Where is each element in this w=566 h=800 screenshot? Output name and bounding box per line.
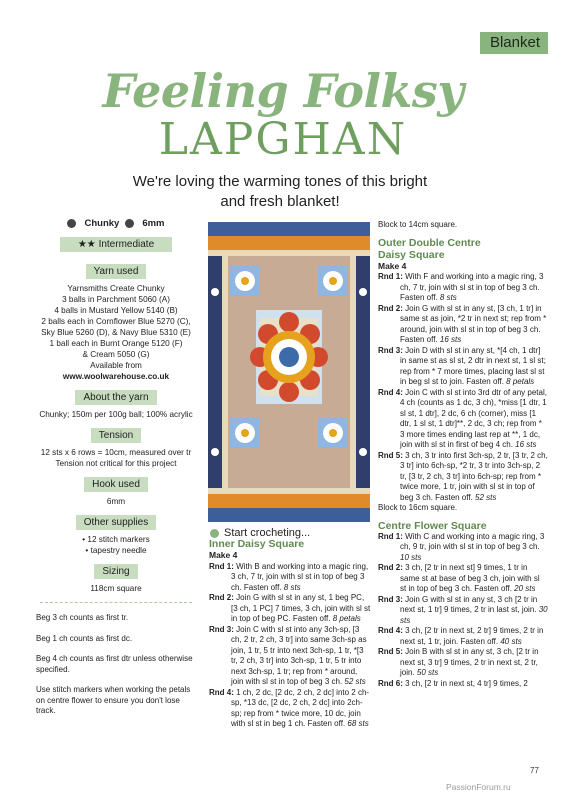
block-instruction: Block to 14cm square. — [378, 220, 458, 229]
star-icons: ★★ — [77, 239, 96, 250]
round-instruction: Rnd 4: Join C with sl st into 3rd dtr of any petal, 4 ch (counts as 1 dc, 3 ch), *miss [1 dtr, 1 sl st, 1 dtr], 2 dc, 6 ch (corner), miss [1 dtr, 1 sl st, 1 dtr]**, 2 dc, 3 ch; rep from * 3 more times ending last rep at **, 1 dc, join with sl st in first of beg 4 ch. 16 sts — [378, 387, 547, 449]
round-instruction: Rnd 3: Join C with sl st into any 3ch-sp, [3 ch, 2 tr, 2 ch, 3 tr] into same 3ch-sp as join, 1 tr, 5 tr into next 3ch-sp, 1 tr, *[3 tr, 2 ch, 3 tr] into 3ch-sp, 1 tr, 5 tr into next 3ch-sp, 1 tr; rep from * around, join with sl st in top of beg 3 ch. 52 sts — [209, 624, 367, 686]
skill-level: Intermediate — [98, 239, 155, 250]
inner-daisy-section — [209, 538, 371, 730]
tension-heading: Tension — [91, 428, 141, 443]
yarn-line: 4 balls in Mustard Yellow 5140 (B) — [54, 306, 178, 315]
supplier-link[interactable]: www.woolwarehouse.co.uk — [62, 372, 170, 381]
bullet-icon — [210, 529, 219, 538]
yarn-used-block — [36, 256, 196, 382]
hook-size: 6mm — [142, 218, 165, 229]
page-number: 77 — [530, 766, 539, 775]
block-instruction: Block to 16cm square. — [378, 503, 458, 512]
supply-item: • tapestry needle — [85, 546, 147, 555]
round-instruction: Rnd 1: With B and working into a magic ring, 3 ch, 7 tr, join with sl st in top of beg 3 ch. Fasten off. 8 sts — [209, 561, 369, 592]
yarn-line: Available from — [90, 361, 142, 370]
note: Beg 1 ch counts as first dc. — [36, 633, 133, 643]
start-heading: Start crocheting... — [224, 527, 311, 539]
note: Beg 4 ch counts as first dtr unless otherwise specified. — [36, 654, 193, 674]
round-instruction: Rnd 4: 3 ch, [2 tr in next st, 2 tr] 9 times, 2 tr in next st, 1 tr, join. Fasten off. 40 sts — [378, 626, 544, 646]
supply-item: • 12 stitch markers — [82, 535, 150, 544]
notes — [36, 613, 196, 717]
sizing-block — [36, 556, 196, 594]
about-yarn-text: Chunky; 150m per 100g ball; 100% acrylic — [39, 410, 193, 419]
spec-row — [36, 218, 196, 229]
round-instruction: Rnd 1: With F and working into a magic ring, 3 ch, 7 tr, join with sl st in top of beg 3 ch. Fasten off. 8 sts — [378, 272, 544, 302]
divider — [40, 602, 192, 603]
yarn-line: Sky Blue 5260 (D), & Navy Blue 5310 (E) — [41, 328, 191, 337]
sizing-heading: Sizing — [94, 564, 137, 579]
page-title: LAPGHAN — [158, 114, 408, 165]
yarn-used-heading: Yarn used — [86, 264, 147, 279]
round-instruction: Rnd 3: Join G with sl st in any st, 3 ch [2 tr in next st, 1 tr] 9 times, 2 tr in last st, join. 30 sts — [378, 594, 548, 625]
tension-note: Tension not critical for this project — [55, 459, 177, 468]
round-instruction: Rnd 4: 1 ch, 2 dc, [2 dc, 2 ch, 2 dc] into 2 ch-sp, *13 dc, [2 dc, 2 ch, 2 dc] into 2ch-sp; rep from * twice more, 10 dc, join with sl st in beg 1 ch. Fasten off. 68 sts — [209, 687, 370, 728]
supplies-heading: Other supplies — [76, 515, 156, 530]
watermark: PassionForum.ru — [446, 782, 511, 792]
yarn-line: 3 balls in Parchment 5060 (A) — [62, 295, 170, 304]
yarn-line: Yarnsmiths Create Chunky — [67, 284, 165, 293]
round-instruction: Rnd 2: Join G with sl st in any st, 1 beg PC, [3 ch, 1 PC] 7 times, 3 ch, join with sl st in top of beg PC. Fasten off. 8 petals — [209, 593, 371, 623]
section-label: Blanket — [480, 32, 548, 54]
round-instruction: Rnd 6: 3 ch, [2 tr in next st, 4 tr] 9 times, 2 — [378, 678, 528, 688]
tension-block — [36, 420, 196, 469]
centre-flower-heading: Centre Flower Square — [378, 519, 487, 532]
round-instruction: Rnd 3: Join D with sl st in any st, *[4 ch, 1 dtr] in same st as sl st, 2 dtr in next st, 1 sl st; rep from * 7 more times, placing last sl st in beg sl st to join. Fasten off. 8 petals — [378, 345, 546, 386]
info-column — [36, 213, 196, 727]
hook-icon — [125, 219, 134, 228]
yarn-line: & Cream 5050 (G) — [82, 350, 150, 359]
hook-text: 6mm — [106, 497, 126, 506]
round-instruction: Rnd 5: 3 ch, 3 tr into first 3ch-sp, 2 tr, [3 tr, 2 ch, 3 tr] into 6ch-sp, *2 tr, 3 tr into 3ch-sp, 2 tr, [3 tr, 2 ch, 3 tr] into 6ch-sp; rep from * twice more, 1 tr, join with sl st in top of beg 3 ch. Fasten off. 52 sts — [378, 450, 548, 502]
tension-text: 12 sts x 6 rows = 10cm, measured over tr — [40, 448, 192, 457]
about-yarn-heading: About the yarn — [75, 390, 156, 405]
hook-heading: Hook used — [84, 477, 148, 492]
outer-daisy-heading: Outer Double Centre Daisy Square — [378, 236, 481, 261]
yarn-weight: Chunky — [84, 218, 120, 229]
supplies-block — [36, 507, 196, 556]
round-instruction: Rnd 2: 3 ch, [2 tr in next st] 9 times, 1 tr in same st at base of beg 3 ch, join with sl st in top of beg 3 ch. Fasten off. 20 sts — [378, 563, 540, 593]
make-count: Make 4 — [378, 260, 407, 271]
sizing-text: 118cm square — [90, 584, 142, 593]
note: Use stitch markers when working the petals on centre flower to ensure you don't lose track. — [36, 685, 191, 715]
yarn-line: 2 balls each in Cornflower Blue 5270 (C), — [41, 317, 191, 326]
round-instruction: Rnd 5: Join B with sl st in any st, 3 ch, [2 tr in next st, 3 tr] 9 times, 2 tr in next st, 2 tr, join. 50 sts — [378, 647, 539, 677]
inner-daisy-heading: Inner Daisy Square — [209, 538, 305, 550]
pattern-column — [378, 220, 548, 689]
make-count: Make 4 — [209, 550, 238, 560]
hook-block — [36, 469, 196, 507]
yarn-line: 1 ball each in Burnt Orange 5120 (F) — [49, 339, 183, 348]
round-instruction: Rnd 2: Join G with sl st in any st, [3 ch, 1 tr] in same st as join, *2 tr in next st; rep from * around, join with sl st in top of beg 3 ch. Fasten off. 16 sts — [378, 303, 547, 344]
round-instruction: Rnd 1: With C and working into a magic ring, 3 ch, 9 tr, join with sl st in top of beg 3 ch. 10 sts — [378, 531, 545, 562]
standfirst: We're loving the warming tones of this bright and fresh blanket! — [132, 173, 428, 210]
yarn-ball-icon — [67, 219, 76, 228]
blanket-photo — [208, 222, 370, 522]
level-label — [60, 237, 172, 252]
about-yarn-block — [36, 382, 196, 420]
title-script: Feeling Folksy — [102, 64, 464, 118]
note: Beg 3 ch counts as first tr. — [36, 613, 129, 622]
